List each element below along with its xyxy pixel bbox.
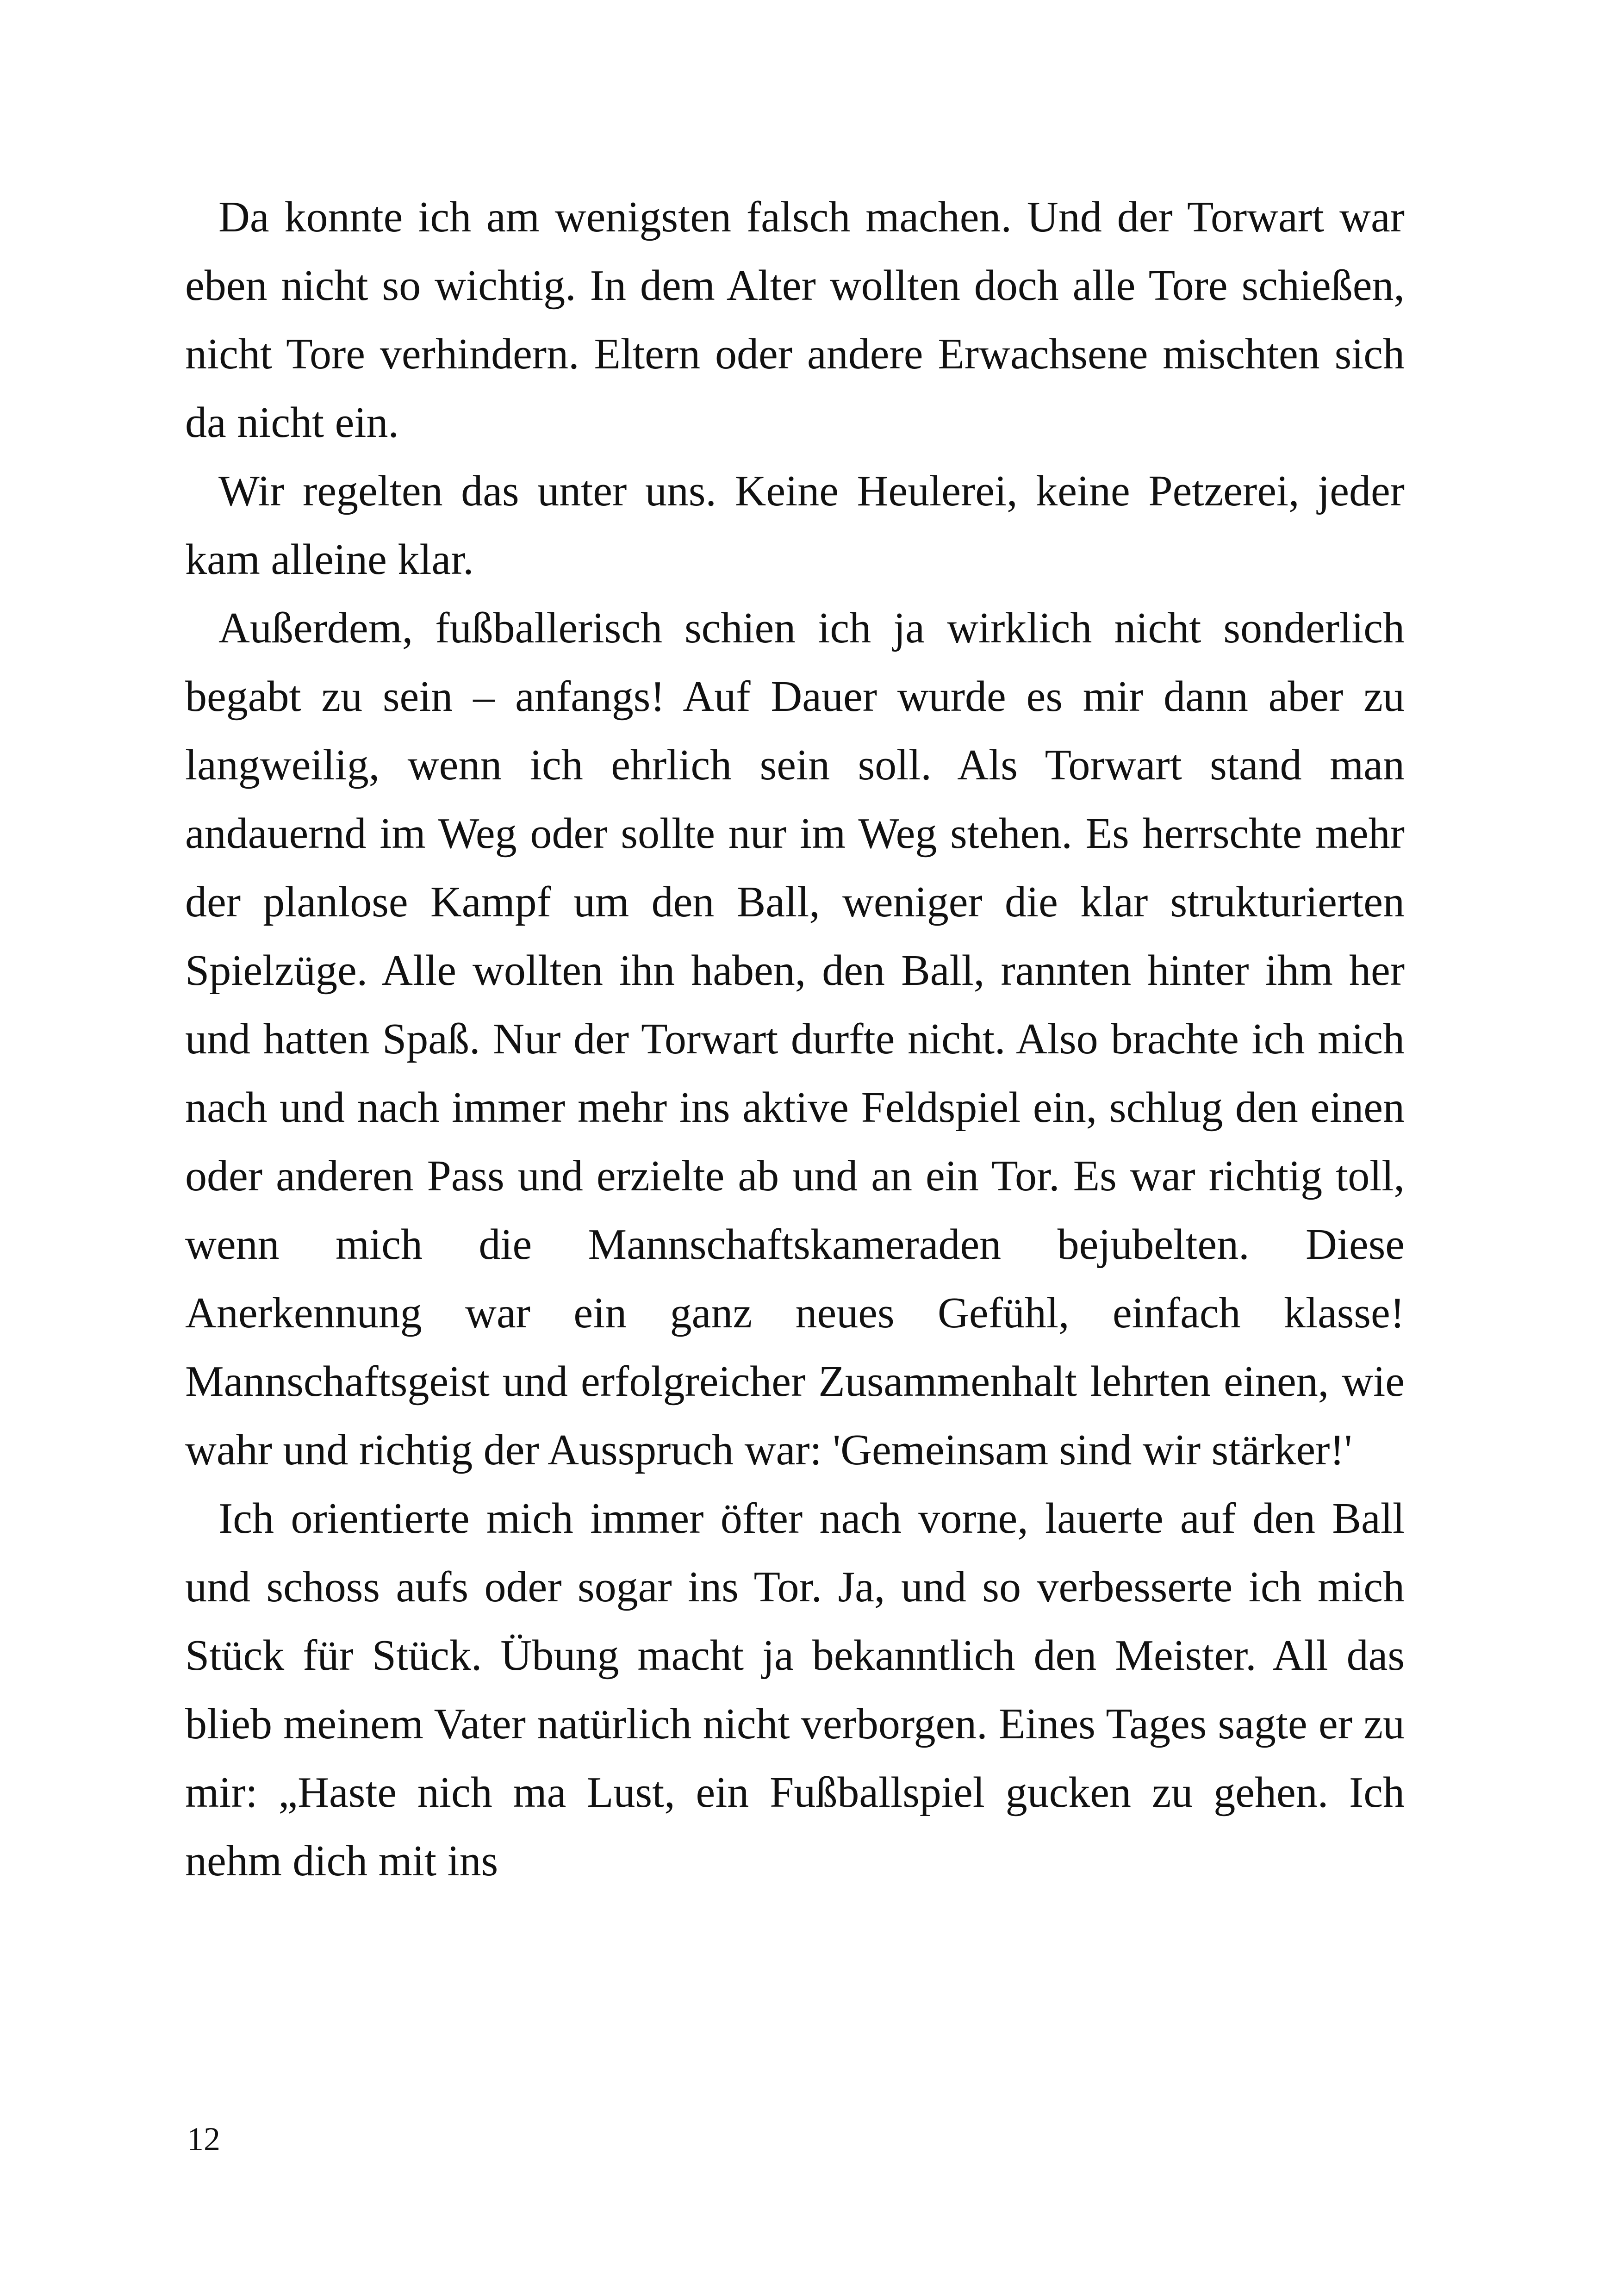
page-number: 12: [187, 2121, 220, 2158]
body-text: [185, 183, 1405, 1895]
paragraph: Wir regelten das unter uns. Keine Heulerei, keine Petzerei, jeder kam alleine klar.: [185, 467, 1405, 584]
paragraph: Außerdem, fußballerisch schien ich ja wirklich nicht sonderlich begabt zu sein – anfangs! Auf Dauer wurde es mir dann aber zu langweilig, wenn ich ehrlich sein soll. Als Torwart stand man andauernd im Weg oder sollte nur im Weg stehen. Es herrschte mehr der planlose Kampf um den Ball, weniger die klar strukturierten Spielzüge. Alle wollten ihn haben, den Ball, rannten hinter ihm her und hatten Spaß. Nur der Torwart durfte nicht. Also brachte ich mich nach und nach immer mehr ins aktive Feldspiel ein, schlug den einen oder anderen Pass und erzielte ab und an ein Tor. Es war richtig toll, wenn mich die Mannschaftskameraden bejubelten. Diese Anerkennung war ein ganz neues Gefühl, einfach klasse! Mannschaftsgeist und erfolgreicher Zusammenhalt lehrten einen, wie wahr und richtig der Ausspruch war: 'Gemeinsam sind wir stärker!': [185, 604, 1405, 1474]
paragraph: Ich orientierte mich immer öfter nach vorne, lauerte auf den Ball und schoss aufs oder sogar ins Tor. Ja, und so verbesserte ich mich Stück für Stück. Übung macht ja bekanntlich den Meister. All das blieb meinem Vater natürlich nicht verborgen. Eines Tages sagte er zu mir: „Haste nich ma Lust, ein Fußballspiel gucken zu gehen. Ich nehm dich mit ins: [185, 1494, 1405, 1885]
paragraph: Da konnte ich am wenigsten falsch machen. Und der Torwart war eben nicht so wichtig. In dem Alter wollten doch alle Tore schießen, nicht Tore verhindern. Eltern oder andere Erwachsene mischten sich da nicht ein.: [185, 193, 1405, 447]
